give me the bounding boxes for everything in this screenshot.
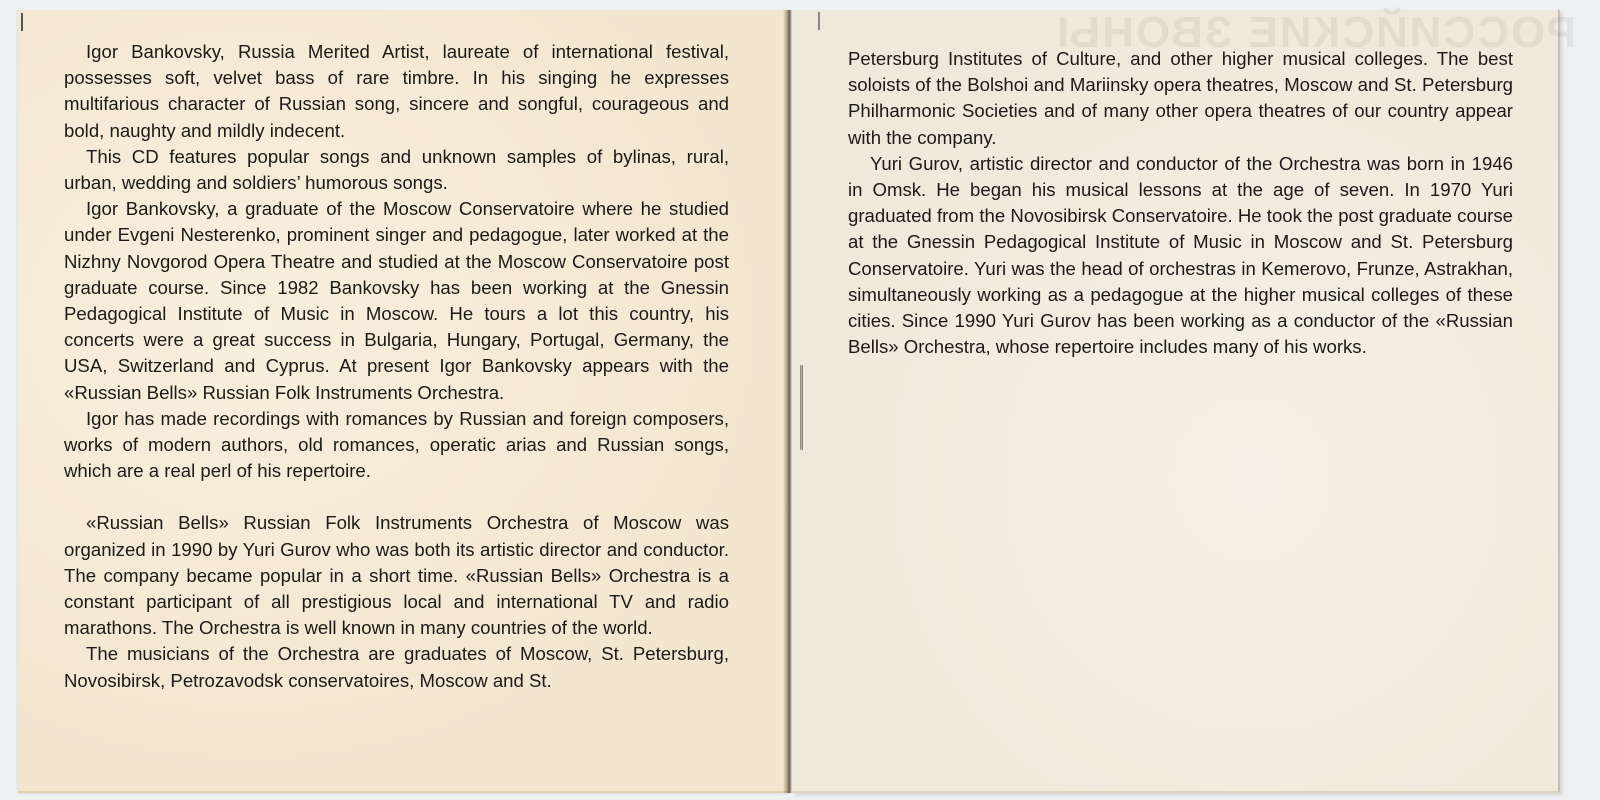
booklet-spine <box>783 10 792 793</box>
crop-mark-right <box>818 12 820 30</box>
paragraph-orchestra-intro: «Russian Bells» Russian Folk Instruments Orchestra of Moscow was organized in 1990 by Yuri Gurov who was both its artistic director and conductor. The company became popular in a short time. «Russian Bells» Orchestra is a constant participant of all prestigious local and international TV and radio marathons. The Orchestra is well known in many countries of the world. <box>64 512 729 639</box>
staple <box>800 365 803 450</box>
paragraph-recordings: Igor has made recordings with romances by Russian and foreign composers, works of modern authors, old romances, operatic arias and Russian songs, which are a real perl of his repertoire. <box>64 407 729 482</box>
paragraph-orchestra-continued: Petersburg Institutes of Culture, and other higher musical colleges. The best soloists of the Bolshoi and Mariinsky opera theatres, Moscow and St. Petersburg Philharmonic Societies and of many other opera theatres of our country appear with the company. <box>848 48 1513 148</box>
right-page-text <box>848 46 1513 360</box>
paragraph-conductor-bio: Yuri Gurov, artistic director and conductor of the Orchestra was born in 1946 in Omsk. He began his musical lessons at the age of seven. In 1970 Yuri graduated from the Novosibirsk Conservatoire. He took the post graduate course at the Gnessin Pedagogical Institute of Music in Moscow and St. Petersburg Conservatoire. Yuri was the head of orchestras in Kemerovo, Frunze, Astrakhan, simultaneously working as a pedagogue at the higher musical colleges of these cities. Since 1990 Yuri Gurov has been working as a conductor of the «Russian Bells» Orchestra, whose repertoire includes many of his works. <box>848 152 1513 358</box>
crop-mark-left <box>21 13 23 31</box>
show-through-title: РОССИЙСКИЕ ЗВОНЫ <box>1055 8 1576 57</box>
paragraph-bio-career: Igor Bankovsky, a graduate of the Moscow Conservatoire where he studied under Evgeni Nesterenko, prominent singer and pedagogue, later worked at the Nizhny Novgorod Opera Theatre and studied at the Moscow Conservatoire post graduate course. Since 1982 Bankovsky has been working at the Gnessin Pedagogical Institute of Music in Moscow. He tours a lot this country, his concerts were a great success in Bulgaria, Hungary, Portugal, Germany, the USA, Switzerland and Cyprus. At present Igor Bankovsky appears with the «Russian Bells» Russian Folk Instruments Orchestra. <box>64 198 729 403</box>
paragraph-cd-features: This CD features popular songs and unknown samples of bylinas, rural, urban, wedding and soldiers’ humorous songs. <box>64 145 729 194</box>
left-page-text <box>64 39 729 694</box>
paragraph-orchestra-musicians: The musicians of the Orchestra are graduates of Moscow, St. Petersburg, Novosibirsk, Petrozavodsk conservatoires, Moscow and St. <box>64 643 729 691</box>
paragraph-bio-intro: Igor Bankovsky, Russia Merited Artist, laureate of international festival, possesses soft, velvet bass of rare timbre. In his singing he expresses multifarious character of Russian song, sincere and songful, courageous and bold, naughty and mildly indecent. <box>64 41 729 141</box>
